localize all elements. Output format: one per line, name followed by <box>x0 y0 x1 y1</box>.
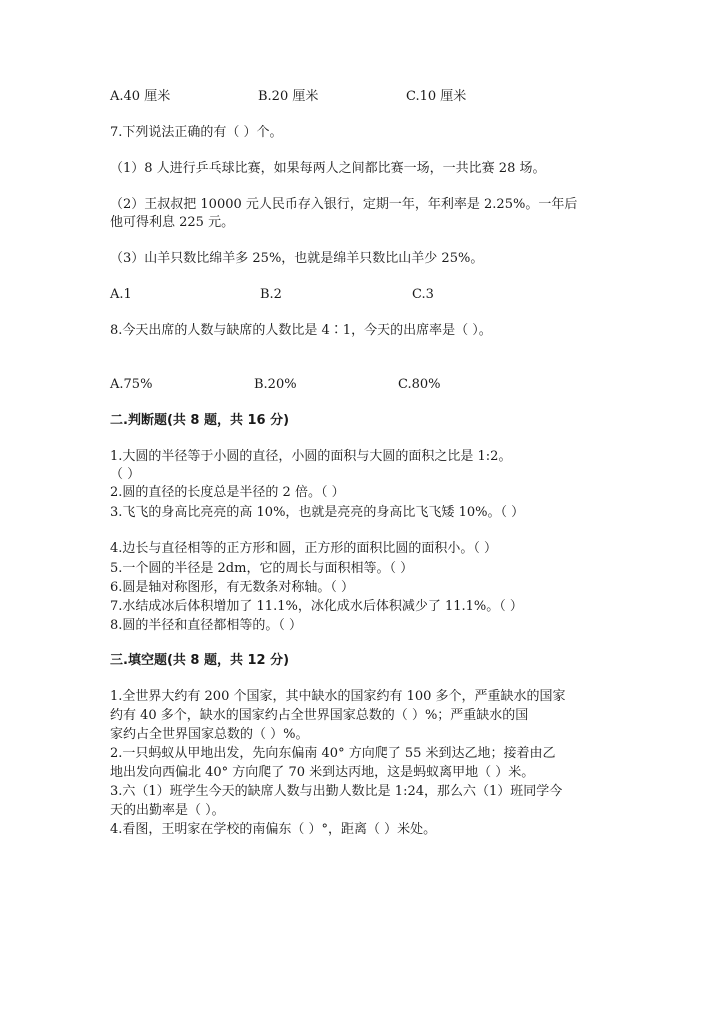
q7-item-1: （1）8 人进行乒乓球比赛，如果每两人之间都比赛一场，一共比赛 28 场。 <box>110 161 546 176</box>
q8-option-c: C.80% <box>398 377 441 392</box>
q6-option-b: B.20 厘米 <box>258 89 319 104</box>
q7-option-b: B.2 <box>260 287 282 302</box>
q7-stem: 7.下列说法正确的有（ ）个。 <box>110 125 283 140</box>
fill-q1-line3: 家约占全世界国家总数的（ ）%。 <box>110 727 309 742</box>
fill-q1-line1: 1.全世界大约有 200 个国家，其中缺水的国家约有 100 多个，严重缺水的国家 <box>110 689 566 704</box>
q8-option-b: B.20% <box>254 377 297 392</box>
fill-q3-line2: 天的出勤率是（ ）。 <box>110 803 225 818</box>
fill-q2-line1: 2.一只蚂蚁从甲地出发，先向东偏南 40° 方向爬了 55 米到达乙地；接着由乙 <box>110 746 556 761</box>
judge-q1-blank: （ ） <box>110 467 141 482</box>
q8-option-a: A.75% <box>110 377 153 392</box>
judge-q3: 3.飞飞的身高比亮亮的高 10%，也就是亮亮的身高比飞飞矮 10%。（ ） <box>110 505 525 520</box>
judge-q6: 6.圆是轴对称图形，有无数条对称轴。（ ） <box>110 580 355 595</box>
q6-option-c: C.10 厘米 <box>406 89 467 104</box>
section3-heading: 三.填空题(共 8 题，共 12 分) <box>110 653 290 668</box>
q8-stem: 8.今天出席的人数与缺席的人数比是 4∶1，今天的出席率是（ ）。 <box>110 323 492 338</box>
q7-item-2-cont: 他可得利息 225 元。 <box>110 215 235 230</box>
section2-heading: 二.判断题(共 8 题，共 16 分) <box>110 413 290 428</box>
judge-q4: 4.边长与直径相等的正方形和圆，正方形的面积比圆的面积小。（ ） <box>110 541 498 556</box>
q7-item-2: （2）王叔叔把 10000 元人民币存入银行，定期一年，年利率是 2.25%。一年后 <box>110 197 578 212</box>
fill-q1-line2: 约有 40 多个，缺水的国家约占全世界国家总数的（ ）%；严重缺水的国 <box>110 708 529 723</box>
judge-q8: 8.圆的半径和直径都相等的。（ ） <box>110 618 303 633</box>
q6-option-a: A.40 厘米 <box>110 89 171 104</box>
q7-option-c: C.3 <box>412 287 434 302</box>
judge-q7: 7.水结成冰后体积增加了 11.1%，冰化成水后体积减少了 11.1%。（ ） <box>110 599 523 614</box>
judge-q1: 1.大圆的半径等于小圆的直径，小圆的面积与大圆的面积之比是 1:2。 <box>110 449 512 464</box>
judge-q5: 5.一个圆的半径是 2dm，它的周长与面积相等。（ ） <box>110 561 414 576</box>
judge-q2: 2.圆的直径的长度总是半径的 2 倍。（ ） <box>110 485 345 500</box>
q7-item-3: （3）山羊只数比绵羊多 25%，也就是绵羊只数比山羊少 25%。 <box>110 251 484 266</box>
fill-q3-line1: 3.六（1）班学生今天的缺席人数与出勤人数比是 1:24，那么六（1）班同学今 <box>110 784 563 799</box>
fill-q4: 4.看图，王明家在学校的南偏东（ ）°，距离（ ）米处。 <box>110 822 437 837</box>
fill-q2-line2: 地出发向西偏北 40° 方向爬了 70 米到达丙地，这是蚂蚁离甲地（ ）米。 <box>110 765 535 780</box>
q7-option-a: A.1 <box>110 287 132 302</box>
